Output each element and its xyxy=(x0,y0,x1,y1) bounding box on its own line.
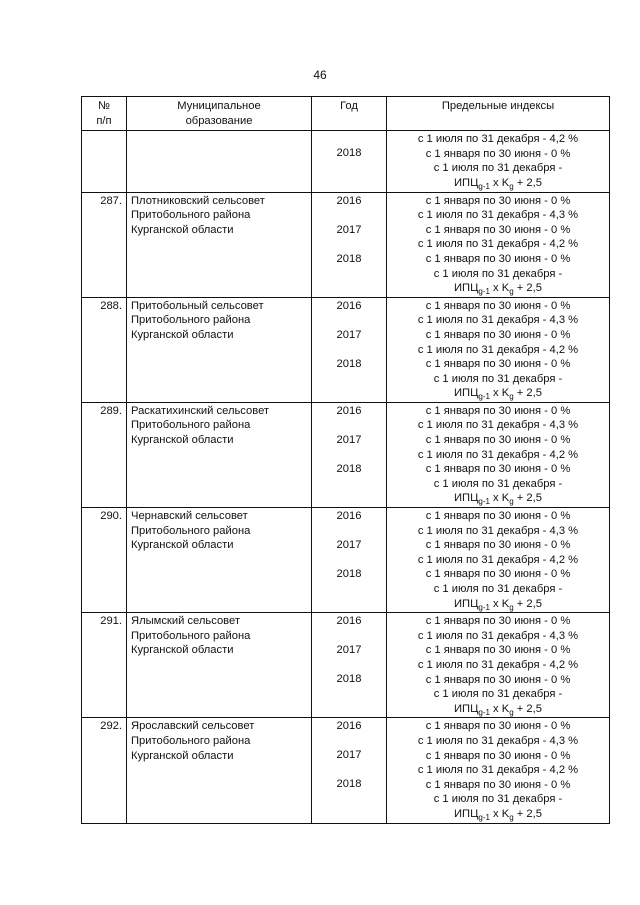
formula-cpi: ИПЦ xyxy=(454,387,479,400)
index-line: с 1 января по 30 июня - 0 % xyxy=(425,644,571,657)
row-year: 2018 xyxy=(336,147,362,160)
row-year: 2017 xyxy=(336,328,362,341)
index-line: с 1 января по 30 июня - 0 % xyxy=(425,194,571,207)
row-year: 2016 xyxy=(336,615,362,628)
index-line: с 1 июля по 31 декабря - 4,2 % xyxy=(417,658,579,671)
index-line: с 1 января по 30 июня - 0 % xyxy=(425,568,571,581)
index-formula xyxy=(390,807,606,822)
table-row-continuation xyxy=(82,131,610,192)
row-years xyxy=(312,131,387,192)
header-number-line: № xyxy=(97,100,110,112)
row-year: 2016 xyxy=(336,194,362,207)
formula-mid: x K xyxy=(489,387,510,400)
table-row xyxy=(82,613,610,718)
index-line: с 1 января по 30 июня - 0 % xyxy=(425,404,571,417)
row-municipality xyxy=(127,508,312,613)
row-year: 2016 xyxy=(336,404,362,417)
index-formula xyxy=(390,176,606,191)
formula-mid: x K xyxy=(489,807,510,820)
row-number: 289. xyxy=(82,402,127,507)
municipality-line: Притобольного района xyxy=(131,524,251,537)
row-year: 2017 xyxy=(336,539,362,552)
formula-tail: + 2,5 xyxy=(513,176,542,189)
formula-cpi: ИПЦ xyxy=(454,807,479,820)
formula-tail: + 2,5 xyxy=(513,597,542,610)
row-number: 291. xyxy=(82,613,127,718)
row-year: 2016 xyxy=(336,299,362,312)
row-year: 2018 xyxy=(336,778,362,791)
row-indices xyxy=(387,718,610,823)
municipality-line: Притобольного района xyxy=(131,734,251,747)
index-line: с 1 января по 30 июня - 0 % xyxy=(425,510,571,523)
row-year: 2018 xyxy=(336,568,362,581)
formula-cpi-sub: g-1 xyxy=(478,707,490,717)
index-line: с 1 июля по 31 декабря - xyxy=(433,267,563,280)
index-line: с 1 июля по 31 декабря - 4,2 % xyxy=(417,343,579,356)
formula-k-sub: g xyxy=(509,602,514,612)
index-line: с 1 января по 30 июня - 0 % xyxy=(425,539,571,552)
row-municipality xyxy=(127,192,312,297)
formula-tail: + 2,5 xyxy=(513,282,542,295)
formula-tail: + 2,5 xyxy=(513,807,542,820)
index-line: с 1 июля по 31 декабря - xyxy=(433,688,563,701)
row-year: 2018 xyxy=(336,462,362,475)
index-line: с 1 января по 30 июня - 0 % xyxy=(425,299,571,312)
row-years xyxy=(312,402,387,507)
index-line: с 1 июля по 31 декабря - xyxy=(433,793,563,806)
table-row xyxy=(82,718,610,823)
formula-mid: x K xyxy=(489,702,510,715)
formula-tail: + 2,5 xyxy=(513,492,542,505)
formula-k-sub: g xyxy=(509,392,514,402)
formula-cpi-sub: g-1 xyxy=(478,812,490,822)
index-line: с 1 июля по 31 декабря - 4,2 % xyxy=(417,133,579,146)
index-line: с 1 января по 30 июня - 0 % xyxy=(425,434,571,447)
table-row xyxy=(82,297,610,402)
index-line: с 1 июля по 31 декабря - 4,3 % xyxy=(417,209,579,222)
index-line: с 1 января по 30 июня - 0 % xyxy=(425,615,571,628)
row-years xyxy=(312,192,387,297)
municipality-line: Плотниковский сельсовет xyxy=(131,194,265,207)
row-indices xyxy=(387,131,610,192)
formula-cpi: ИПЦ xyxy=(454,492,479,505)
row-years xyxy=(312,718,387,823)
municipality-line: Курганской области xyxy=(131,749,234,762)
index-line: с 1 июля по 31 декабря - 4,2 % xyxy=(417,553,579,566)
index-line: с 1 января по 30 июня - 0 % xyxy=(425,252,571,265)
header-municipality xyxy=(127,97,312,131)
header-year: Год xyxy=(312,97,387,131)
row-number: 292. xyxy=(82,718,127,823)
row-year: 2016 xyxy=(336,510,362,523)
index-line: с 1 января по 30 июня - 0 % xyxy=(425,673,571,686)
municipality-line: Курганской области xyxy=(131,434,234,447)
row-municipality xyxy=(127,402,312,507)
formula-cpi: ИПЦ xyxy=(454,702,479,715)
row-municipality xyxy=(127,613,312,718)
index-line: с 1 июля по 31 декабря - 4,3 % xyxy=(417,419,579,432)
row-year: 2017 xyxy=(336,749,362,762)
index-line: с 1 января по 30 июня - 0 % xyxy=(425,463,571,476)
table-row xyxy=(82,508,610,613)
index-line: с 1 июля по 31 декабря - xyxy=(433,162,563,175)
row-years xyxy=(312,297,387,402)
index-line: с 1 июля по 31 декабря - 4,3 % xyxy=(417,524,579,537)
header-number xyxy=(82,97,127,131)
formula-tail: + 2,5 xyxy=(513,387,542,400)
index-line: с 1 июля по 31 декабря - 4,2 % xyxy=(417,448,579,461)
row-indices xyxy=(387,192,610,297)
header-municipality-line: Муниципальное xyxy=(177,100,261,112)
formula-mid: x K xyxy=(489,176,510,189)
index-line: с 1 июля по 31 декабря - 4,3 % xyxy=(417,629,579,642)
municipality-line: Притобольный сельсовет xyxy=(131,299,264,312)
formula-k-sub: g xyxy=(509,497,514,507)
formula-k-sub: g xyxy=(509,707,514,717)
row-number: 288. xyxy=(82,297,127,402)
municipality-line: Притобольного района xyxy=(131,209,251,222)
row-municipality xyxy=(127,718,312,823)
index-line: с 1 января по 30 июня - 0 % xyxy=(425,749,571,762)
formula-cpi-sub: g-1 xyxy=(478,392,490,402)
index-line: с 1 июля по 31 декабря - 4,3 % xyxy=(417,734,579,747)
row-indices xyxy=(387,402,610,507)
header-municipality-line: образование xyxy=(185,114,253,127)
formula-cpi: ИПЦ xyxy=(454,176,479,189)
formula-cpi-sub: g-1 xyxy=(478,181,490,191)
row-indices xyxy=(387,613,610,718)
row-number: 287. xyxy=(82,192,127,297)
header-number-line: п/п xyxy=(96,114,112,127)
formula-k-sub: g xyxy=(509,181,514,191)
row-years xyxy=(312,508,387,613)
row-year: 2018 xyxy=(336,252,362,265)
municipality-line: Курганской области xyxy=(131,644,234,657)
municipality-line: Курганской области xyxy=(131,328,234,341)
municipality-line: Притобольного района xyxy=(131,629,251,642)
index-formula xyxy=(390,597,606,612)
row-number: 290. xyxy=(82,508,127,613)
index-line: с 1 января по 30 июня - 0 % xyxy=(425,223,571,236)
index-line: с 1 января по 30 июня - 0 % xyxy=(425,358,571,371)
formula-k-sub: g xyxy=(509,812,514,822)
formula-cpi-sub: g-1 xyxy=(478,287,490,297)
row-year: 2017 xyxy=(336,433,362,446)
index-line: с 1 июля по 31 декабря - 4,2 % xyxy=(417,764,579,777)
municipality-line: Курганской области xyxy=(131,539,234,552)
row-year: 2018 xyxy=(336,357,362,370)
formula-cpi-sub: g-1 xyxy=(478,497,490,507)
formula-mid: x K xyxy=(489,282,510,295)
formula-cpi: ИПЦ xyxy=(454,282,479,295)
header-indices: Предельные индексы xyxy=(387,97,610,131)
row-indices xyxy=(387,508,610,613)
table-row xyxy=(82,192,610,297)
limit-indices-table xyxy=(81,96,610,824)
row-indices xyxy=(387,297,610,402)
row-year: 2018 xyxy=(336,673,362,686)
index-formula xyxy=(390,281,606,296)
formula-mid: x K xyxy=(489,492,510,505)
index-formula xyxy=(390,702,606,717)
formula-tail: + 2,5 xyxy=(513,702,542,715)
formula-cpi-sub: g-1 xyxy=(478,602,490,612)
page-number: 46 xyxy=(313,68,327,82)
municipality-line: Притобольного района xyxy=(131,419,251,432)
municipality-line: Ялымский сельсовет xyxy=(131,615,240,628)
index-line: с 1 июля по 31 декабря - xyxy=(433,477,563,490)
municipality-line: Раскатихинский сельсовет xyxy=(131,404,270,417)
index-line: с 1 июля по 31 декабря - 4,2 % xyxy=(417,238,579,251)
index-line: с 1 января по 30 июня - 0 % xyxy=(425,328,571,341)
row-year: 2017 xyxy=(336,223,362,236)
municipality-line: Курганской области xyxy=(131,223,234,236)
row-municipality xyxy=(127,131,312,192)
row-years xyxy=(312,613,387,718)
index-formula xyxy=(390,386,606,401)
row-number xyxy=(82,131,127,192)
formula-cpi: ИПЦ xyxy=(454,597,479,610)
index-line: с 1 июля по 31 декабря - xyxy=(433,372,563,385)
index-line: с 1 июля по 31 декабря - xyxy=(433,583,563,595)
index-line: с 1 января по 30 июня - 0 % xyxy=(425,147,571,160)
index-formula xyxy=(390,491,606,506)
row-year: 2017 xyxy=(336,644,362,657)
index-line: с 1 июля по 31 декабря - 4,3 % xyxy=(417,314,579,327)
municipality-line: Притобольного района xyxy=(131,314,251,327)
table-header-row xyxy=(82,97,610,131)
municipality-line: Ярославский сельсовет xyxy=(131,720,255,733)
index-line: с 1 января по 30 июня - 0 % xyxy=(425,720,571,733)
formula-mid: x K xyxy=(489,597,510,610)
municipality-line: Чернавский сельсовет xyxy=(131,510,248,523)
formula-k-sub: g xyxy=(509,287,514,297)
index-line: с 1 января по 30 июня - 0 % xyxy=(425,778,571,791)
row-year: 2016 xyxy=(336,720,362,733)
row-municipality xyxy=(127,297,312,402)
table-row xyxy=(82,402,610,507)
